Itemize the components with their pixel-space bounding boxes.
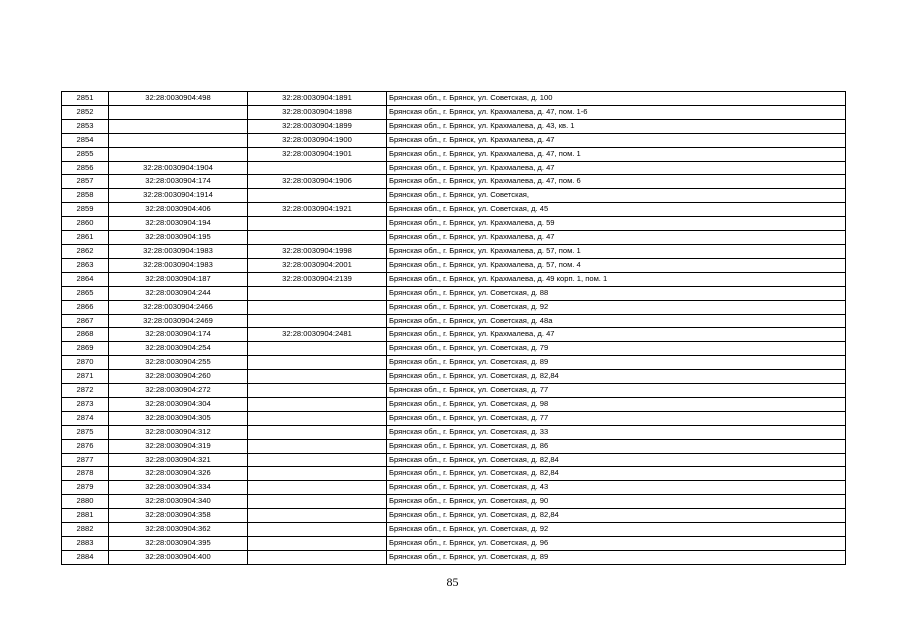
object-cadastral-number-cell: 32:28:0030904:1921 <box>248 203 387 217</box>
object-cadastral-number-cell: 32:28:0030904:1998 <box>248 244 387 258</box>
table-row <box>62 244 846 258</box>
object-cadastral-number-cell: 32:28:0030904:2001 <box>248 258 387 272</box>
object-cadastral-number-cell <box>248 411 387 425</box>
object-cadastral-number-cell <box>248 439 387 453</box>
address-cell: Брянская обл., г. Брянск, ул. Советская, д. 89 <box>387 356 846 370</box>
table-row <box>62 328 846 342</box>
object-cadastral-number-cell: 32:28:0030904:1891 <box>248 92 387 106</box>
table-row <box>62 481 846 495</box>
cadastral-number-cell: 32:28:0030904:174 <box>109 328 248 342</box>
address-cell: Брянская обл., г. Брянск, ул. Крахмалева, д. 43, кв. 1 <box>387 119 846 133</box>
cadastral-number-cell: 32:28:0030904:312 <box>109 425 248 439</box>
table-row <box>62 105 846 119</box>
cadastral-number-cell: 32:28:0030904:400 <box>109 550 248 564</box>
address-cell: Брянская обл., г. Брянск, ул. Советская, д. 92 <box>387 300 846 314</box>
cadastral-number-cell: 32:28:0030904:321 <box>109 453 248 467</box>
cadastral-number-cell: 32:28:0030904:255 <box>109 356 248 370</box>
address-cell: Брянская обл., г. Брянск, ул. Советская, д. 89 <box>387 550 846 564</box>
row-number-cell: 2878 <box>62 467 109 481</box>
table-row <box>62 133 846 147</box>
table-row <box>62 550 846 564</box>
row-number-cell: 2874 <box>62 411 109 425</box>
object-cadastral-number-cell <box>248 550 387 564</box>
row-number-cell: 2864 <box>62 272 109 286</box>
table-row <box>62 189 846 203</box>
row-number-cell: 2884 <box>62 550 109 564</box>
object-cadastral-number-cell <box>248 509 387 523</box>
cadastral-number-cell: 32:28:0030904:244 <box>109 286 248 300</box>
object-cadastral-number-cell <box>248 523 387 537</box>
table-row <box>62 175 846 189</box>
row-number-cell: 2871 <box>62 370 109 384</box>
table-row <box>62 453 846 467</box>
address-cell: Брянская обл., г. Брянск, ул. Советская, д. 45 <box>387 203 846 217</box>
page-number: 85 <box>446 575 459 589</box>
row-number-cell: 2852 <box>62 105 109 119</box>
object-cadastral-number-cell <box>248 495 387 509</box>
address-cell: Брянская обл., г. Брянск, ул. Крахмалева, д. 57, пом. 4 <box>387 258 846 272</box>
cadastral-number-cell: 32:28:0030904:1904 <box>109 161 248 175</box>
table-row <box>62 217 846 231</box>
table-row <box>62 92 846 106</box>
row-number-cell: 2883 <box>62 537 109 551</box>
address-cell: Брянская обл., г. Брянск, ул. Советская, д. 77 <box>387 411 846 425</box>
address-cell: Брянская обл., г. Брянск, ул. Советская, д. 100 <box>387 92 846 106</box>
address-cell: Брянская обл., г. Брянск, ул. Крахмалева, д. 47, пом. 6 <box>387 175 846 189</box>
cadastral-number-cell: 32:28:0030904:272 <box>109 384 248 398</box>
row-number-cell: 2862 <box>62 244 109 258</box>
table-row <box>62 509 846 523</box>
table-row <box>62 370 846 384</box>
row-number-cell: 2857 <box>62 175 109 189</box>
object-cadastral-number-cell <box>248 467 387 481</box>
cadastral-number-cell: 32:28:0030904:1983 <box>109 244 248 258</box>
address-cell: Брянская обл., г. Брянск, ул. Крахмалева, д. 47 <box>387 133 846 147</box>
object-cadastral-number-cell <box>248 537 387 551</box>
address-cell: Брянская обл., г. Брянск, ул. Крахмалева, д. 57, пом. 1 <box>387 244 846 258</box>
object-cadastral-number-cell <box>248 453 387 467</box>
address-cell: Брянская обл., г. Брянск, ул. Советская, д. 92 <box>387 523 846 537</box>
address-cell: Брянская обл., г. Брянск, ул. Советская, д. 88 <box>387 286 846 300</box>
address-cell: Брянская обл., г. Брянск, ул. Советская, д. 79 <box>387 342 846 356</box>
row-number-cell: 2879 <box>62 481 109 495</box>
address-cell: Брянская обл., г. Брянск, ул. Советская, д. 33 <box>387 425 846 439</box>
table-row <box>62 537 846 551</box>
cadastral-number-cell: 32:28:0030904:498 <box>109 92 248 106</box>
row-number-cell: 2863 <box>62 258 109 272</box>
row-number-cell: 2856 <box>62 161 109 175</box>
cadastral-number-cell: 32:28:0030904:319 <box>109 439 248 453</box>
cadastral-number-cell: 32:28:0030904:334 <box>109 481 248 495</box>
table-row <box>62 411 846 425</box>
cadastral-number-cell: 32:28:0030904:1914 <box>109 189 248 203</box>
cadastral-number-cell <box>109 147 248 161</box>
row-number-cell: 2859 <box>62 203 109 217</box>
address-cell: Брянская обл., г. Брянск, ул. Советская, д. 82,84 <box>387 453 846 467</box>
address-cell: Брянская обл., г. Брянск, ул. Крахмалева, д. 47 <box>387 161 846 175</box>
table-row <box>62 258 846 272</box>
object-cadastral-number-cell: 32:28:0030904:1898 <box>248 105 387 119</box>
object-cadastral-number-cell: 32:28:0030904:1901 <box>248 147 387 161</box>
table-row <box>62 119 846 133</box>
row-number-cell: 2870 <box>62 356 109 370</box>
address-cell: Брянская обл., г. Брянск, ул. Советская, д. 90 <box>387 495 846 509</box>
cadastral-number-cell: 32:28:0030904:195 <box>109 231 248 245</box>
cadastral-number-cell: 32:28:0030904:340 <box>109 495 248 509</box>
object-cadastral-number-cell <box>248 397 387 411</box>
address-cell: Брянская обл., г. Брянск, ул. Советская, д. 48а <box>387 314 846 328</box>
table-row <box>62 384 846 398</box>
object-cadastral-number-cell <box>248 425 387 439</box>
row-number-cell: 2853 <box>62 119 109 133</box>
object-cadastral-number-cell: 32:28:0030904:1906 <box>248 175 387 189</box>
address-cell: Брянская обл., г. Брянск, ул. Крахмалева, д. 47, пом. 1 <box>387 147 846 161</box>
address-cell: Брянская обл., г. Брянск, ул. Крахмалева, д. 47, пом. 1-6 <box>387 105 846 119</box>
cadastral-number-cell: 32:28:0030904:2469 <box>109 314 248 328</box>
object-cadastral-number-cell <box>248 161 387 175</box>
table-row <box>62 231 846 245</box>
cadastral-number-cell: 32:28:0030904:260 <box>109 370 248 384</box>
object-cadastral-number-cell <box>248 481 387 495</box>
cadastral-number-cell: 32:28:0030904:254 <box>109 342 248 356</box>
row-number-cell: 2860 <box>62 217 109 231</box>
row-number-cell: 2882 <box>62 523 109 537</box>
address-cell: Брянская обл., г. Брянск, ул. Советская, д. 96 <box>387 537 846 551</box>
row-number-cell: 2872 <box>62 384 109 398</box>
object-cadastral-number-cell <box>248 300 387 314</box>
row-number-cell: 2868 <box>62 328 109 342</box>
address-cell: Брянская обл., г. Брянск, ул. Советская, д. 82,84 <box>387 467 846 481</box>
cadastral-number-cell <box>109 119 248 133</box>
row-number-cell: 2877 <box>62 453 109 467</box>
table-row <box>62 314 846 328</box>
object-cadastral-number-cell <box>248 189 387 203</box>
table-row <box>62 397 846 411</box>
row-number-cell: 2880 <box>62 495 109 509</box>
object-cadastral-number-cell: 32:28:0030904:2139 <box>248 272 387 286</box>
address-cell: Брянская обл., г. Брянск, ул. Крахмалева, д. 47 <box>387 231 846 245</box>
table-row <box>62 300 846 314</box>
row-number-cell: 2851 <box>62 92 109 106</box>
cadastral-number-cell: 32:28:0030904:174 <box>109 175 248 189</box>
table-row <box>62 272 846 286</box>
table-row <box>62 425 846 439</box>
row-number-cell: 2858 <box>62 189 109 203</box>
table-row <box>62 439 846 453</box>
table-row <box>62 342 846 356</box>
address-cell: Брянская обл., г. Брянск, ул. Советская, д. 98 <box>387 397 846 411</box>
object-cadastral-number-cell: 32:28:0030904:1900 <box>248 133 387 147</box>
table-row <box>62 203 846 217</box>
row-number-cell: 2881 <box>62 509 109 523</box>
row-number-cell: 2855 <box>62 147 109 161</box>
table-body <box>62 92 846 565</box>
row-number-cell: 2869 <box>62 342 109 356</box>
address-cell: Брянская обл., г. Брянск, ул. Крахмалева, д. 59 <box>387 217 846 231</box>
cadastral-number-cell: 32:28:0030904:187 <box>109 272 248 286</box>
row-number-cell: 2866 <box>62 300 109 314</box>
table-row <box>62 495 846 509</box>
table-row <box>62 286 846 300</box>
row-number-cell: 2854 <box>62 133 109 147</box>
object-cadastral-number-cell <box>248 384 387 398</box>
table-row <box>62 356 846 370</box>
cadastral-number-cell: 32:28:0030904:406 <box>109 203 248 217</box>
address-cell: Брянская обл., г. Брянск, ул. Советская, д. 82,84 <box>387 370 846 384</box>
object-cadastral-number-cell <box>248 217 387 231</box>
address-cell: Брянская обл., г. Брянск, ул. Советская, д. 43 <box>387 481 846 495</box>
cadastral-number-cell <box>109 133 248 147</box>
cadastral-number-cell: 32:28:0030904:326 <box>109 467 248 481</box>
object-cadastral-number-cell <box>248 342 387 356</box>
table-row <box>62 523 846 537</box>
object-cadastral-number-cell: 32:28:0030904:2481 <box>248 328 387 342</box>
table-row <box>62 147 846 161</box>
cadastral-number-cell: 32:28:0030904:1983 <box>109 258 248 272</box>
object-cadastral-number-cell <box>248 231 387 245</box>
row-number-cell: 2875 <box>62 425 109 439</box>
cadastral-number-cell: 32:28:0030904:358 <box>109 509 248 523</box>
address-cell: Брянская обл., г. Брянск, ул. Крахмалева, д. 47 <box>387 328 846 342</box>
row-number-cell: 2867 <box>62 314 109 328</box>
cadastral-number-cell: 32:28:0030904:305 <box>109 411 248 425</box>
row-number-cell: 2873 <box>62 397 109 411</box>
object-cadastral-number-cell <box>248 286 387 300</box>
cadastral-number-cell: 32:28:0030904:395 <box>109 537 248 551</box>
address-cell: Брянская обл., г. Брянск, ул. Крахмалева, д. 49 корп. 1, пом. 1 <box>387 272 846 286</box>
address-cell: Брянская обл., г. Брянск, ул. Советская, <box>387 189 846 203</box>
object-cadastral-number-cell <box>248 356 387 370</box>
table-row <box>62 467 846 481</box>
property-table <box>61 91 846 565</box>
address-cell: Брянская обл., г. Брянск, ул. Советская, д. 77 <box>387 384 846 398</box>
object-cadastral-number-cell: 32:28:0030904:1899 <box>248 119 387 133</box>
cadastral-number-cell: 32:28:0030904:2466 <box>109 300 248 314</box>
row-number-cell: 2865 <box>62 286 109 300</box>
cadastral-number-cell: 32:28:0030904:304 <box>109 397 248 411</box>
object-cadastral-number-cell <box>248 370 387 384</box>
cadastral-number-cell: 32:28:0030904:362 <box>109 523 248 537</box>
address-cell: Брянская обл., г. Брянск, ул. Советская, д. 86 <box>387 439 846 453</box>
row-number-cell: 2876 <box>62 439 109 453</box>
table-row <box>62 161 846 175</box>
cadastral-number-cell <box>109 105 248 119</box>
row-number-cell: 2861 <box>62 231 109 245</box>
address-cell: Брянская обл., г. Брянск, ул. Советская, д. 82,84 <box>387 509 846 523</box>
object-cadastral-number-cell <box>248 314 387 328</box>
cadastral-number-cell: 32:28:0030904:194 <box>109 217 248 231</box>
